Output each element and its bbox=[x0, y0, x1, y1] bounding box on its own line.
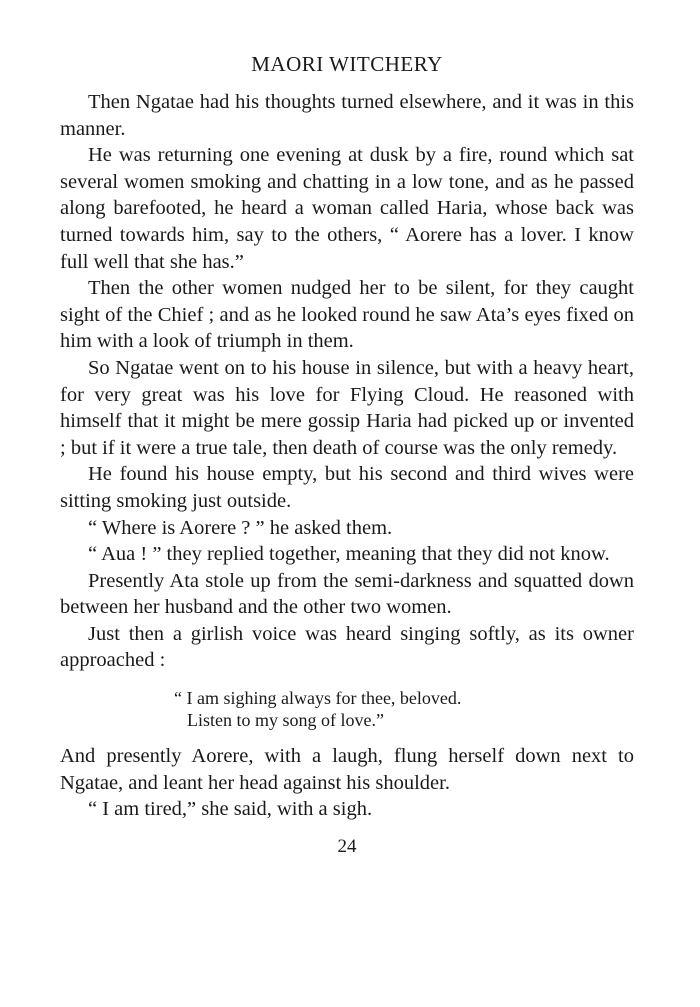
paragraph-2: He was returning one evening at dusk by a fire, round which sat several women smoking and chatting in a low tone, and as he passed along barefooted, he heard a woman called Haria, whose back was turned towards him, say to the others, “ Aorere has a lover. I know full well that she has.” bbox=[60, 144, 634, 273]
song-verse bbox=[174, 687, 634, 731]
paragraph-9: Just then a girlish voice was heard singing softly, as its owner approached : bbox=[60, 622, 634, 672]
paragraph-7: “ Aua ! ” they replied together, meaning that they did not know. bbox=[88, 543, 610, 566]
paragraph-11: “ I am tired,” she said, with a sigh. bbox=[88, 798, 373, 821]
paragraph-8: Presently Ata stole up from the semi-darkness and squatted down between her husband and the other two women. bbox=[60, 569, 634, 619]
paragraph-10: And presently Aorere, with a laugh, flung herself down next to Ngatae, and leant her head against his shoulder. bbox=[60, 745, 634, 794]
paragraph-5: He found his house empty, but his second and third wives were sitting smoking just outside. bbox=[60, 463, 634, 512]
paragraph-6: “ Where is Aorere ? ” he asked them. bbox=[88, 516, 393, 539]
verse-line-2: Listen to my song of love.” bbox=[187, 710, 384, 731]
book-page bbox=[60, 50, 634, 859]
verse-line-1: “ I am sighing always for thee, beloved. bbox=[174, 688, 462, 709]
paragraph-3: Then the other women nudged her to be silent, for they caught sight of the Chief ; and as he looked round he saw Ata’s eyes fixed on him with a look of triumph in them. bbox=[60, 277, 634, 353]
paragraph-4: So Ngatae went on to his house in silence, but with a heavy heart, for very great was his love for Flying Cloud. He reasoned with himself that it might be mere gossip Haria had picked up or invented ; but if it were a true tale, then death of course was the only remedy. bbox=[60, 356, 634, 459]
running-head: MAORI WITCHERY bbox=[251, 52, 443, 76]
page-number: 24 bbox=[337, 835, 357, 857]
paragraph-1: Then Ngatae had his thoughts turned elsewhere, and it was in this manner. bbox=[60, 91, 634, 140]
